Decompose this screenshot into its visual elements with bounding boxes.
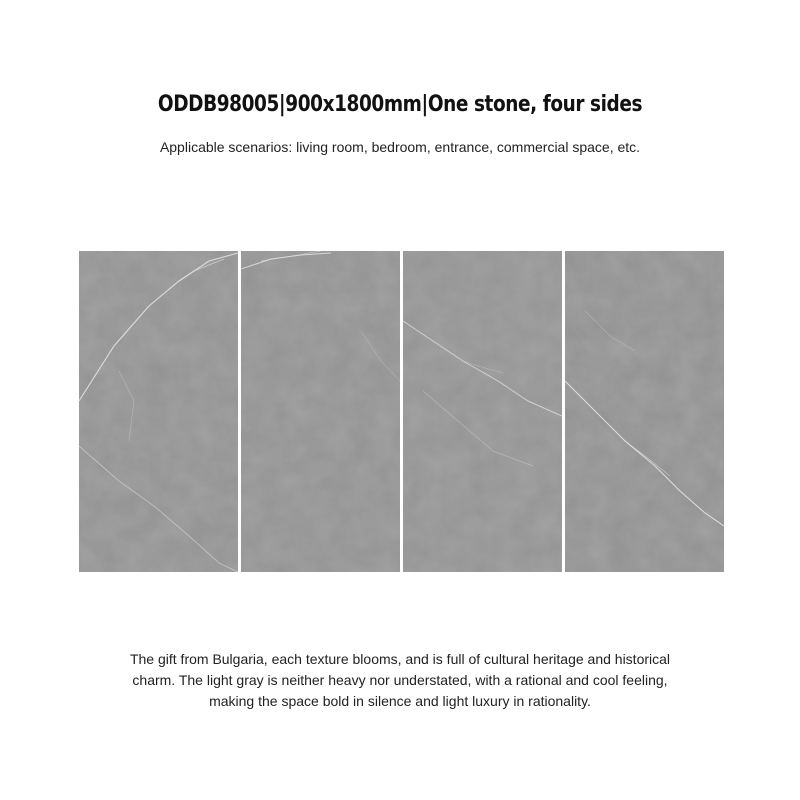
stone-tile-1 (79, 251, 238, 572)
stone-tile-3 (403, 251, 562, 572)
stone-tile-2 (241, 251, 400, 572)
description-line-2: charm. The light gray is neither heavy nor understated, with a rational and cool feeling, (132, 672, 668, 688)
description-line-3: making the space bold in silence and light luxury in rationality. (209, 693, 591, 709)
page-subtitle: Applicable scenarios: living room, bedroom, entrance, commercial space, etc. (159, 139, 641, 155)
page-title: ODDB98005|900x1800mm|One stone, four sides (157, 92, 643, 117)
product-description (60, 649, 740, 712)
description-line-1: The gift from Bulgaria, each texture blooms, and is full of cultural heritage and historical (129, 651, 671, 667)
stone-tile-4 (565, 251, 724, 572)
tile-panel-group (79, 251, 724, 572)
